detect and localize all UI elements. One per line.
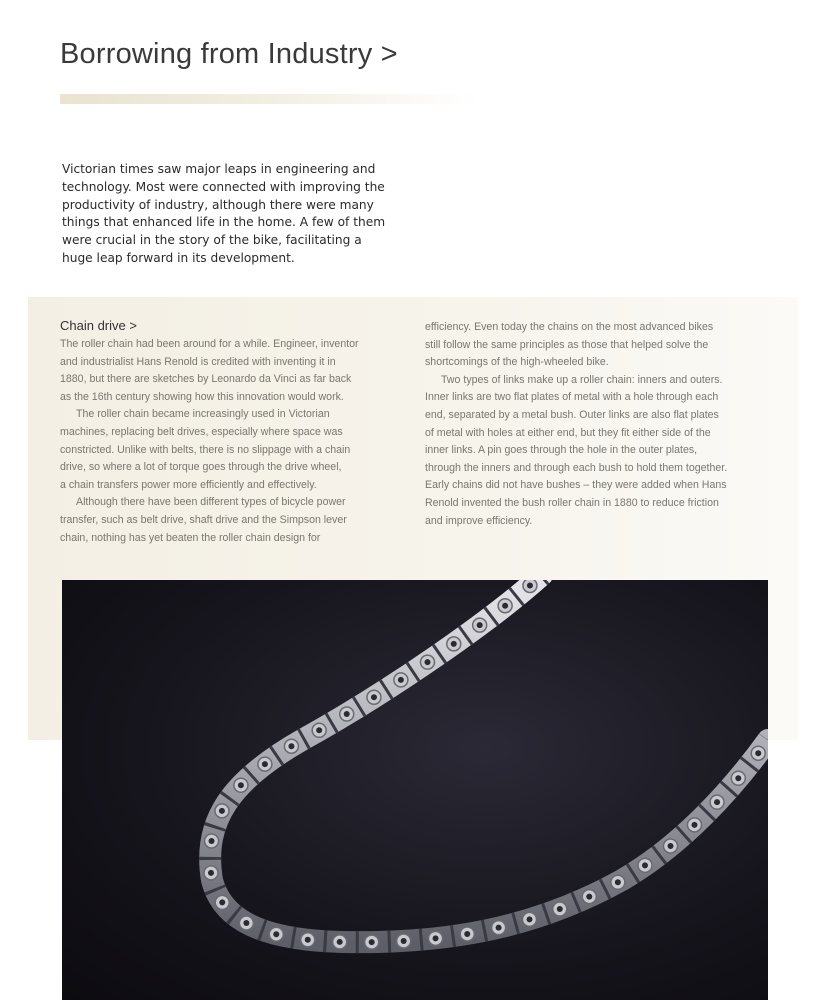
bicycle-chain-photo	[62, 580, 768, 1000]
intro-line: technology. Most were connected with improving the	[62, 179, 385, 194]
body-text-line: The roller chain had been around for a while. Engineer, inventor	[60, 338, 359, 350]
chain-pin-hole	[219, 808, 225, 814]
body-text-line: chain, nothing has yet beaten the roller chain design for	[60, 531, 321, 544]
chain-pin-hole	[451, 641, 457, 647]
body-text-line: Although there have been different types of bicycle power	[76, 496, 346, 509]
chain-pin-hole	[615, 879, 621, 885]
intro-line: productivity of industry, although there were many	[62, 197, 374, 212]
chain-pin-hole	[477, 622, 483, 628]
body-text-line: The roller chain became increasingly used in Victorian	[76, 408, 330, 421]
chain-pin-hole	[209, 838, 215, 844]
chain-link-gaps	[210, 580, 768, 942]
chain-pin-hole	[305, 937, 311, 943]
body-text-line: inner links. A pin goes through the hole in the outer plates,	[425, 444, 698, 457]
page-title: Borrowing from Industry >	[60, 38, 398, 70]
intro-line: huge leap forward in its development.	[62, 250, 295, 265]
intro-line: were crucial in the story of the bike, facilitating a	[62, 233, 362, 248]
body-text-line: efficiency. Even today the chains on the most advanced bikes	[425, 321, 714, 333]
body-text-line: drive, so where a lot of torque goes through the drive wheel,	[60, 461, 342, 474]
body-text-line: machines, replacing belt drives, especially where space was	[60, 425, 343, 438]
chain-body	[210, 580, 768, 942]
chain-pin-hole	[243, 920, 249, 926]
chain-pin-hole	[424, 659, 430, 665]
chain-pin-hole	[667, 843, 673, 849]
body-text-line: Early chains did not have bushes – they were added when Hans	[425, 479, 727, 492]
title-underline-band	[60, 94, 480, 104]
chain-pin-hole	[714, 799, 720, 805]
chain-pin-hole	[502, 603, 508, 609]
intro-line: things that enhanced life in the home. A few of them	[62, 215, 386, 230]
chain-pin-hole	[273, 931, 279, 937]
chain-pin-hole	[238, 782, 244, 788]
chain-pin-hole	[496, 925, 502, 931]
intro-paragraph	[62, 161, 385, 268]
body-text-line: still follow the same principles as those that helped solve the	[425, 338, 709, 351]
chain-pin-hole	[691, 822, 697, 828]
chain-pins	[204, 580, 765, 949]
chain-pin-hole	[337, 939, 343, 945]
body-column-left	[60, 336, 359, 547]
chain-pin-hole	[369, 939, 375, 945]
body-text-line: shortcomings of the high-wheeled bike.	[425, 356, 609, 369]
chain-pin-hole	[464, 931, 470, 937]
body-text-line: Two types of links make up a roller chain: inners and outers.	[441, 373, 723, 386]
body-column-right	[425, 319, 727, 530]
chain-pin-hole	[527, 583, 533, 589]
intro-line: Victorian times saw major leaps in engineering and	[62, 162, 376, 176]
body-text-line: end, separated by a metal bush. Outer links are also flat plates	[425, 408, 719, 421]
body-text-line: constricted. Unlike with belts, there is no slippage with a chain	[60, 443, 351, 456]
body-text-line: Renold invented the bush roller chain in 1880 to reduce friction	[425, 496, 719, 509]
chain-pin-hole	[219, 899, 225, 905]
body-text-line: a chain transfers power more efficiently and effectively.	[60, 478, 317, 491]
chain-pin-hole	[527, 916, 533, 922]
chain-pin-hole	[755, 750, 761, 756]
chain-pin-hole	[642, 862, 648, 868]
body-text-line: as the 16th century showing how this innovation would work.	[60, 390, 344, 403]
chain-pin-hole	[262, 761, 268, 767]
chain-pin-hole	[316, 727, 322, 733]
chain-pin-hole	[208, 870, 214, 876]
chain-pin-hole	[398, 677, 404, 683]
chain-pin-hole	[586, 894, 592, 900]
section-heading: Chain drive >	[60, 318, 137, 333]
chain-pin-hole	[735, 775, 741, 781]
body-text-line: and improve efficiency.	[425, 514, 533, 527]
chain-pin-hole	[288, 743, 294, 749]
chain-pin-hole	[371, 694, 377, 700]
body-text-line: and industrialist Hans Renold is credited with inventing it in	[60, 355, 336, 368]
chain-pin-hole	[401, 938, 407, 944]
body-text-line: of metal with holes at either end, but they fit either side of the	[425, 426, 711, 439]
chain-pin-hole	[433, 935, 439, 941]
chain-illustration	[62, 580, 768, 1000]
body-text-line: transfer, such as belt drive, shaft drive and the Simpson lever	[60, 513, 347, 526]
body-text-line: 1880, but there are sketches by Leonardo da Vinci as far back	[60, 373, 352, 386]
chain-pin-hole	[557, 906, 563, 912]
body-text-line: Inner links are two flat plates of metal with a hole through each	[425, 391, 719, 404]
body-text-line: through the inners and through each bush to hold them together.	[425, 461, 728, 474]
chain-pin-hole	[344, 711, 350, 717]
